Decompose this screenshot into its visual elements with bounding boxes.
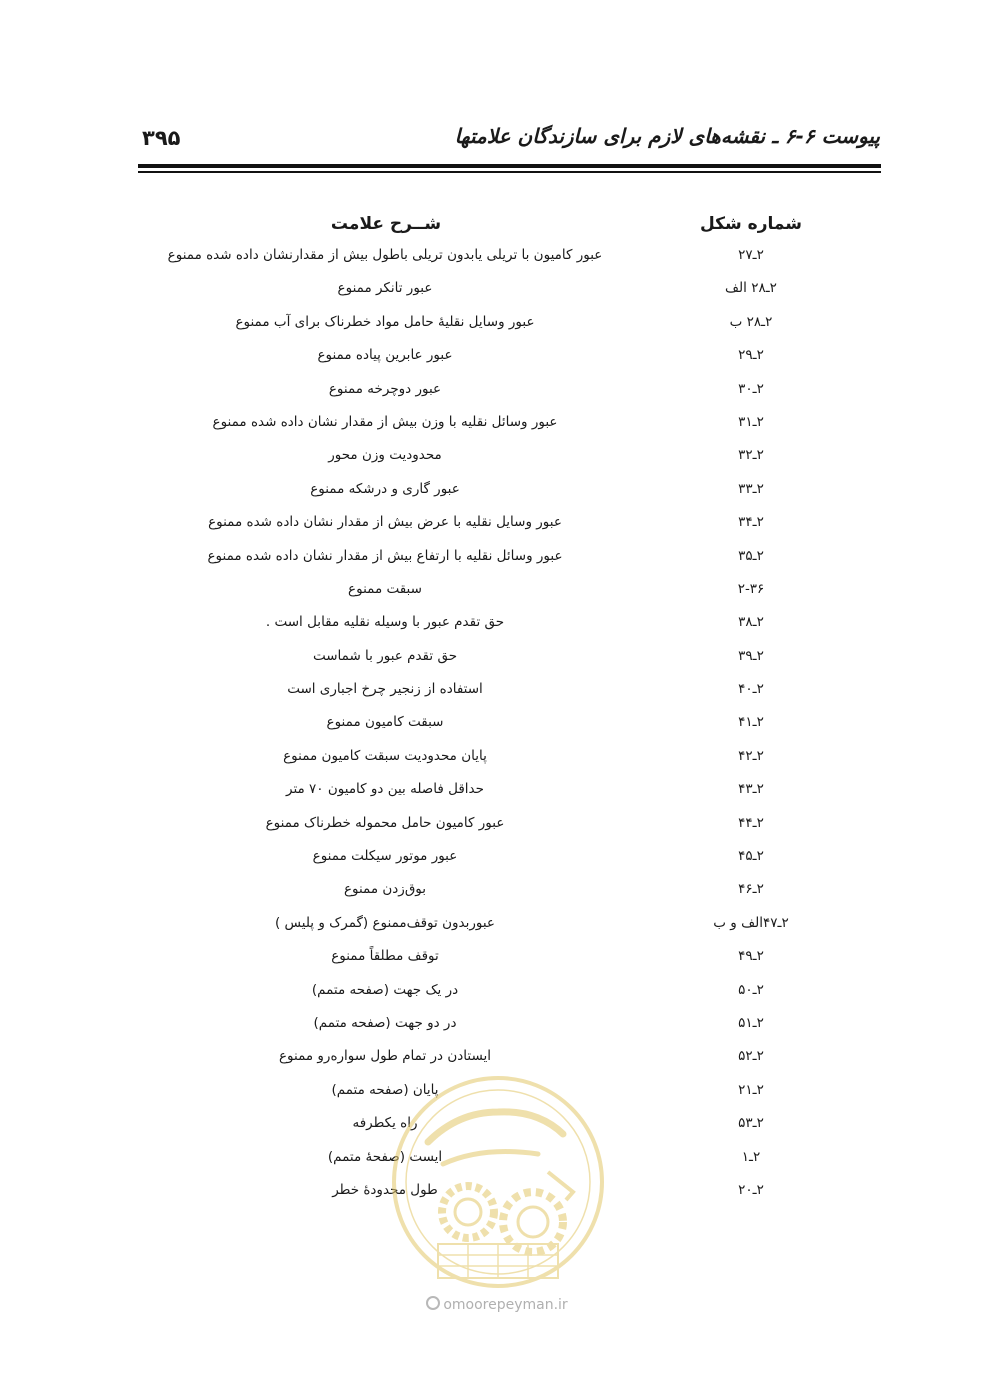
figure-number-cell: ۲ـ۴۰	[738, 681, 764, 698]
sign-description-cell: عبوربدون توقف‌ممنوع (گمرک و پلیس )	[275, 914, 495, 931]
column-header-figure-number: شماره شکل	[699, 214, 802, 234]
sign-description-cell: عبور وسایل نقلیهٔ حامل مواد خطرناک برای آب ممنوع	[235, 313, 535, 330]
sign-description-cell: استفاده از زنجیر چرخ اجباری است	[287, 681, 483, 698]
sign-description-cell: عبور کامیون حامل محموله خطرناک ممنوع	[265, 814, 505, 831]
sign-list-table	[150, 243, 810, 1211]
figure-number-cell: ۲ـ۴۱	[738, 714, 764, 731]
sign-description-cell: عبور وسائل نقلیه با وزن بیش از مقدار نشان داده شده ممنوع	[212, 413, 558, 430]
figure-number-cell: ۲ـ۵۲	[738, 1048, 764, 1065]
figure-number-cell: ۲ـ۵۰	[738, 981, 764, 998]
figure-number-cell: ۲ـ۵۳	[738, 1115, 764, 1132]
figure-number-cell: ۲ـ۲۹	[738, 347, 764, 364]
figure-number-cell: ۲ـ۴۶	[738, 881, 764, 898]
table-row	[150, 377, 810, 410]
figure-number-cell: ۲ـ۴۹	[738, 948, 764, 965]
sign-description-cell: سبقت کامیون ممنوع	[326, 714, 444, 731]
figure-number-cell: ۲ـ۳۹	[738, 647, 764, 664]
sign-description-cell: ایستادن در تمام طول سواره‌رو ممنوع	[278, 1048, 492, 1065]
watermark-site-url: omoorepeyman.ir	[392, 1296, 602, 1313]
table-row	[150, 276, 810, 309]
table-row	[150, 710, 810, 743]
table-row	[150, 443, 810, 476]
table-row	[150, 944, 810, 977]
figure-number-cell: ۲ـ۳۵	[738, 547, 764, 564]
sign-description-cell: عبور عابرین پیاده ممنوع	[317, 347, 453, 364]
figure-number-cell: ۲ـ۳۴	[738, 514, 764, 531]
table-row	[150, 677, 810, 710]
figure-number-cell: ۲ـ۲۸ ب	[729, 313, 773, 330]
sign-description-cell: عبور دوچرخه ممنوع	[328, 380, 442, 397]
column-header-sign-description: شــرح علامت	[330, 214, 442, 234]
figure-number-cell: ۲ـ۴۵	[738, 848, 764, 865]
sign-description-cell: حق تقدم عبور با وسیله نقلیه مقابل است .	[265, 614, 505, 631]
figure-number-cell: ۲ـ۲۸ الف	[725, 280, 777, 297]
table-row	[150, 1178, 810, 1211]
table-row	[150, 844, 810, 877]
sign-description-cell: در دو جهت (صفحه متمم)	[313, 1014, 457, 1031]
table-row	[150, 477, 810, 510]
sign-description-cell: در یک جهت (صفحه متمم)	[311, 981, 459, 998]
page-number: ۳۹۵	[142, 126, 181, 150]
sign-description-cell: توقف مطلقاً ممنوع	[331, 948, 439, 965]
table-row	[150, 310, 810, 343]
sign-description-cell: محدودیت وزن محور	[328, 447, 442, 464]
header-rule-thin	[138, 171, 881, 173]
header-rule-thick	[138, 164, 881, 168]
sign-description-cell: ایست (صفحهٔ متمم)	[327, 1148, 443, 1165]
table-row	[150, 777, 810, 810]
table-row	[150, 410, 810, 443]
table-row	[150, 644, 810, 677]
sign-description-cell: بوق‌زدن ممنوع	[343, 881, 427, 898]
table-row	[150, 1145, 810, 1178]
table-row	[150, 544, 810, 577]
sign-description-cell: پایان (صفحه متمم)	[331, 1081, 439, 1098]
figure-number-cell: ۲ـ۴۳	[738, 781, 764, 798]
figure-number-cell: ۲ـ۳۰	[738, 380, 764, 397]
table-row	[150, 510, 810, 543]
sign-description-cell: عبور وسائل نقلیه با ارتفاع بیش از مقدار نشان داده شده ممنوع	[207, 547, 563, 564]
figure-number-cell: ۲ـ۴۴	[738, 814, 764, 831]
table-row	[150, 978, 810, 1011]
table-row	[150, 1078, 810, 1111]
table-row	[150, 1111, 810, 1144]
sign-description-cell: راه یکطرفه	[352, 1115, 418, 1132]
sign-description-cell: عبور کامیون با تریلی یابدون تریلی باطول بیش از مقدارنشان داده شده ممنوع	[167, 247, 603, 263]
sign-description-cell: طول محدودهٔ خطر	[332, 1181, 438, 1198]
figure-number-cell: ۲ـ۳۱	[738, 413, 764, 430]
table-row	[150, 343, 810, 376]
sign-description-cell: عبور گاری و درشکه ممنوع	[310, 480, 460, 497]
table-row	[150, 610, 810, 643]
sign-description-cell: عبور موتور سیکلت ممنوع	[312, 848, 458, 865]
table-row	[150, 243, 810, 276]
figure-number-cell: ۲ـ۵۱	[738, 1014, 764, 1031]
sign-description-cell: سبقت ممنوع	[348, 580, 422, 597]
figure-number-cell: ۲ـ۳۸	[738, 614, 764, 631]
figure-number-cell: ۲ـ۴۷الف و ب	[713, 914, 789, 931]
table-row	[150, 911, 810, 944]
table-row	[150, 1044, 810, 1077]
sign-description-cell: عبور تانکر ممنوع	[337, 280, 433, 297]
running-header-title: پیوست ۶-۶ ـ نقشه‌های لازم برای سازندگان علامتها	[454, 124, 880, 148]
figure-number-cell: ۲ـ۲۰	[738, 1181, 764, 1198]
table-row	[150, 577, 810, 610]
table-row	[150, 744, 810, 777]
figure-number-cell: ۲-۳۶	[737, 580, 765, 597]
table-row	[150, 877, 810, 910]
table-row	[150, 1011, 810, 1044]
sign-description-cell: پایان محدودیت سبقت کامیون ممنوع	[283, 747, 487, 764]
sign-description-cell: حق تقدم عبور با شماست	[312, 647, 458, 664]
site-logo-icon	[426, 1296, 440, 1310]
table-row	[150, 811, 810, 844]
figure-number-cell: ۲ـ۳۲	[738, 447, 764, 464]
figure-number-cell: ۲ـ۲۷	[738, 247, 764, 263]
figure-number-cell: ۲ـ۴۲	[738, 747, 764, 764]
figure-number-cell: ۲ـ۱	[741, 1148, 761, 1165]
figure-number-cell: ۲ـ۳۳	[738, 480, 764, 497]
figure-number-cell: ۲ـ۲۱	[738, 1081, 764, 1098]
sign-description-cell: حداقل فاصله بین دو کامیون ۷۰ متر	[286, 781, 484, 798]
sign-description-cell: عبور وسایل نقلیه با عرض بیش از مقدار نشان داده شده ممنوع	[208, 514, 562, 531]
